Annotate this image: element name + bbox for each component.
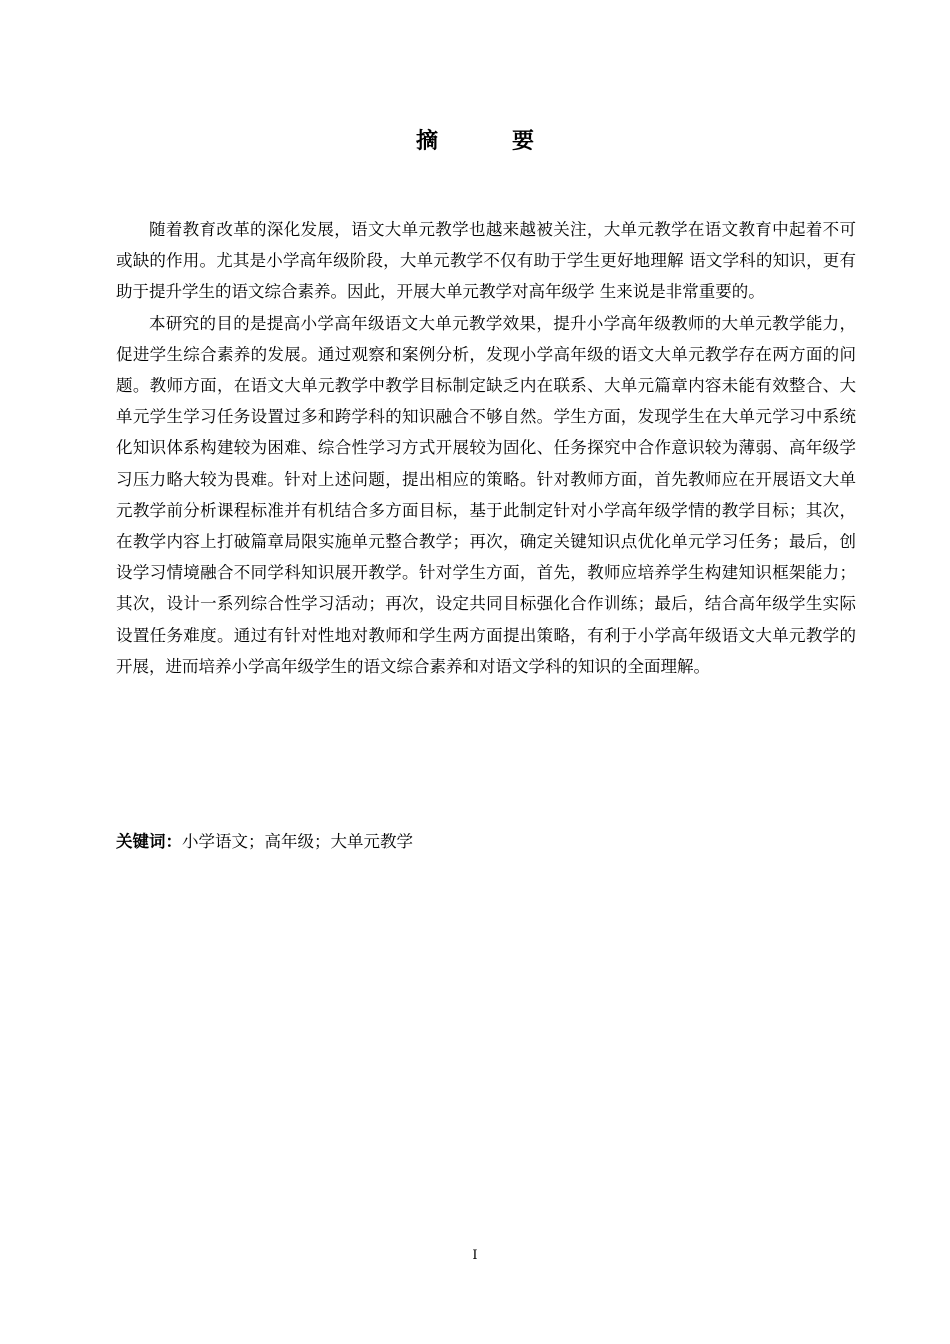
page-number: I xyxy=(472,1248,478,1263)
abstract-paragraph-1: 随着教育改革的深化发展，语文大单元教学也越来越被关注，大单元教学在语文教育中起着不可或缺的作用。尤其是小学高年级阶段，大单元教学不仅有助于学生更好地理解 语文学科的知识，更有助于提升学生的语文综合素养。因此，开展大单元教学对高年级学 生来说是非常重要的。 xyxy=(116,220,856,302)
abstract-paragraph-2: 本研究的目的是提高小学高年级语文大单元教学效果，提升小学高年级教师的大单元教学能力，促进学生综合素养的发展。通过观察和案例分析，发现小学高年级的语文大单元教学存在两方面的问题。教师方面，在语文大单元教学中教学目标制定缺乏内在联系、大单元篇章内容未能有效整合、大单元学生学习任务设置过多和跨学科的知识融合不够自然。学生方面，发现学生在大单元学习中系统化知识体系构建较为困难、综合性学习方式开展较为固化、任务探究中合作意识较为薄弱、高年级学习压力略大较为畏难。针对上述问题，提出相应的策略。针对教师方面，首先教师应在开展语文大单元教学前分析课程标准并有机结合多方面目标，基于此制定针对小学高年级学情的教学目标；其次，在教学内容上打破篇章局限实施单元整合教学；再次，确定关键知识点优化单元学习任务；最后，创设学习情境融合不同学科知识展开教学。针对学生方面，首先，教师应培养学生构建知识框架能力；其次，设计一系列综合性学习活动；再次，设定共同目标强化合作训练；最后，结合高年级学生实际设置任务难度。通过有针对性地对教师和学生两方面提出策略，有利于小学高年级语文大单元教学的开展，进而培养小学高年级学生的语文综合素养和对语文学科的知识的全面理解。 xyxy=(116,313,856,676)
keywords-value: 小学语文；高年级；大单元教学 xyxy=(182,832,413,851)
abstract-title: 摘 要 xyxy=(415,129,560,154)
keywords-label: 关键词： xyxy=(116,832,182,851)
keywords-line xyxy=(116,828,856,856)
abstract-body xyxy=(116,214,856,682)
